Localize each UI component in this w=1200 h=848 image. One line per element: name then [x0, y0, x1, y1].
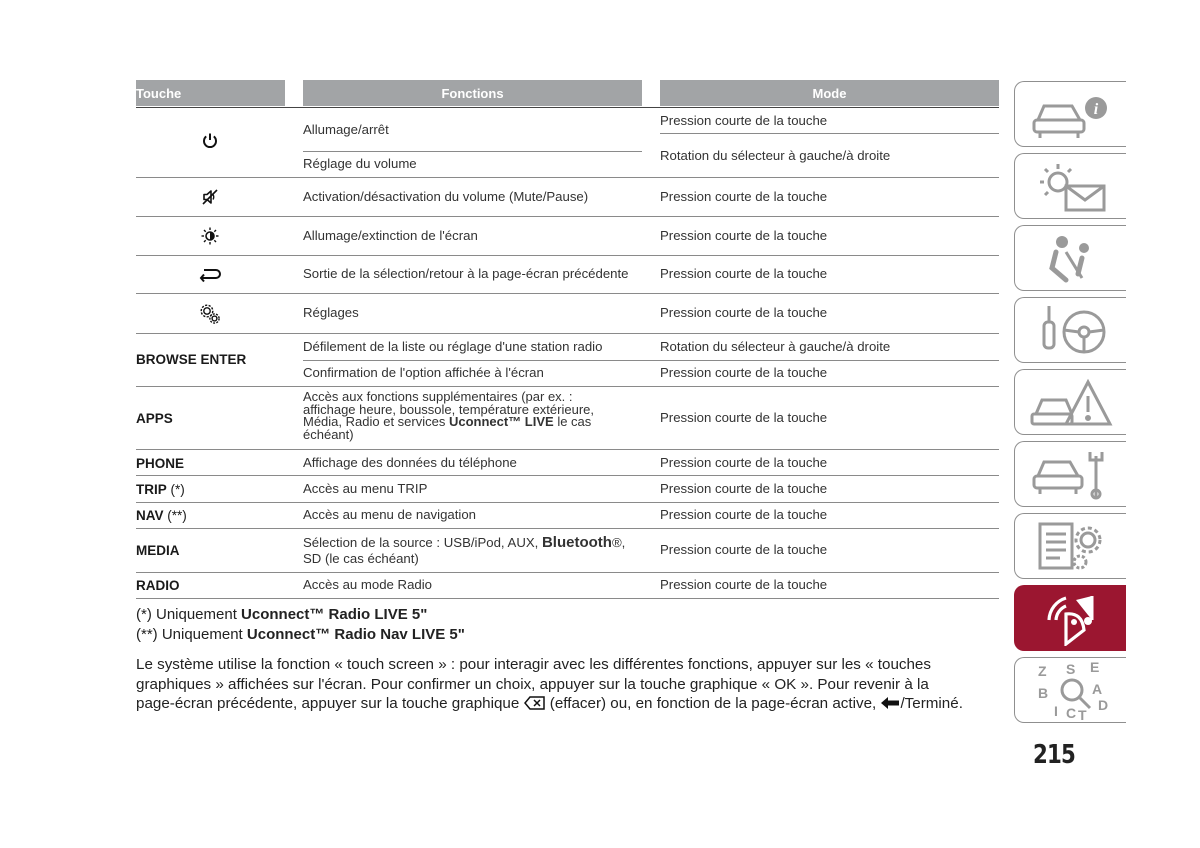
- table-cell-function: [303, 535, 625, 567]
- table-cell-mode: Pression courte de la touche: [660, 455, 828, 470]
- column-header-key: Touche: [136, 80, 285, 106]
- power-icon: [197, 130, 223, 152]
- column-header-function: Fonctions: [303, 80, 642, 106]
- svg-text:i: i: [1093, 101, 1098, 118]
- svg-text:A: A: [1091, 681, 1102, 697]
- tab-multimedia[interactable]: [1014, 585, 1126, 651]
- table-cell-mode: Pression courte de la touche: [660, 507, 828, 522]
- left-arrow-icon: [880, 696, 900, 716]
- subrow-rule: [303, 151, 642, 152]
- screen-brightness-icon: [197, 225, 223, 247]
- bluetooth-label: Bluetooth: [541, 534, 612, 551]
- table-cell-mode: Pression courte de la touche: [660, 365, 828, 380]
- table-cell-function: Sortie de la sélection/retour à la page-écran précédente: [303, 266, 629, 281]
- emergency-triangle-icon: [1026, 374, 1116, 430]
- key-nav-note: (**): [163, 508, 187, 523]
- uconnect-live-label: Uconnect™ LIVE: [448, 414, 554, 429]
- page-number: 215: [1033, 740, 1076, 770]
- row-rule: [136, 293, 999, 294]
- table-cell-function: Affichage des données du téléphone: [303, 455, 517, 470]
- tab-warning-lights[interactable]: [1014, 153, 1126, 219]
- row-rule: [136, 572, 999, 573]
- table-cell-function: Accès au menu de navigation: [303, 507, 477, 522]
- table-cell-mode: Pression courte de la touche: [660, 189, 828, 204]
- table-cell-mode: Pression courte de la touche: [660, 113, 828, 128]
- apps-function-line: affichage heure, boussole, température extérieure,: [303, 401, 594, 417]
- table-cell-mode: Pression courte de la touche: [660, 577, 828, 592]
- tab-maintenance[interactable]: [1014, 441, 1126, 507]
- table-cell-mode: Pression courte de la touche: [660, 266, 828, 281]
- svg-text:C: C: [1065, 705, 1076, 720]
- settings-gears-icon: [197, 303, 223, 325]
- table-cell-mode: Pression courte de la touche: [660, 410, 828, 425]
- row-rule: [136, 598, 999, 599]
- row-rule: [136, 475, 999, 476]
- safety-airbag-icon: [1026, 230, 1116, 286]
- back-arrow-icon: [197, 264, 223, 286]
- key-trip: [136, 482, 185, 497]
- table-cell-mode: Pression courte de la touche: [660, 305, 828, 320]
- footnote: [136, 606, 427, 623]
- paragraph-text: (effacer) ou, en fonction de la page-écran active,: [545, 695, 881, 712]
- media-function-line: SD (le cas échéant): [303, 551, 419, 566]
- footnote-product: Uconnect™ Radio Nav LIVE 5": [246, 626, 465, 643]
- table-cell-function: Allumage/extinction de l'écran: [303, 228, 478, 243]
- column-header-mode: Mode: [660, 80, 999, 106]
- svg-text:D: D: [1097, 697, 1108, 713]
- key-apps: APPS: [136, 411, 173, 426]
- key-trip-note: (*): [166, 482, 185, 497]
- car-maintenance-icon: [1026, 446, 1116, 502]
- svg-text:S: S: [1065, 661, 1075, 677]
- key-steering-wheel-icon: [1026, 302, 1116, 358]
- footnote-prefix: (*) Uniquement: [136, 606, 242, 623]
- warning-lights-message-icon: [1026, 158, 1116, 214]
- table-cell-function: Réglages: [303, 305, 359, 320]
- table-cell-function: Activation/désactivation du volume (Mute/Pause): [303, 189, 589, 204]
- technical-data-icon: [1026, 518, 1116, 574]
- paragraph-line: Le système utilise la fonction « touch screen » : pour interagir avec les différentes fonctions, appuyer sur les « touches: [136, 656, 931, 673]
- table-cell-function: Défilement de la liste ou réglage d'une station radio: [303, 339, 603, 354]
- table-cell-function: Accès au menu TRIP: [303, 481, 428, 496]
- row-rule: [136, 333, 999, 334]
- svg-text:I: I: [1053, 703, 1058, 719]
- apps-function-line: le cas: [553, 414, 592, 429]
- table-cell-function: Allumage/arrêt: [303, 122, 389, 137]
- paragraph-line: [136, 694, 996, 716]
- apps-function-line: échéant): [303, 426, 354, 442]
- key-radio: RADIO: [136, 578, 180, 593]
- subrow-rule: [303, 360, 999, 361]
- row-rule: [136, 177, 999, 178]
- tab-car-info[interactable]: [1014, 81, 1126, 147]
- tab-safety[interactable]: [1014, 225, 1126, 291]
- header-rule: [136, 107, 999, 108]
- svg-text:T: T: [1077, 707, 1087, 720]
- row-rule: [136, 528, 999, 529]
- tab-technical-data[interactable]: [1014, 513, 1126, 579]
- multimedia-icon: [1026, 590, 1116, 646]
- subrow-rule: [660, 133, 999, 134]
- erase-key-icon: [524, 696, 546, 716]
- key-browse-enter: BROWSE ENTER: [136, 352, 247, 367]
- apps-function-line: Média, Radio et services: [303, 414, 449, 429]
- key-nav-label: NAV: [136, 508, 164, 523]
- mute-icon: [197, 186, 223, 208]
- table-cell-function: [303, 391, 594, 441]
- key-media: MEDIA: [136, 543, 180, 558]
- key-nav: [136, 508, 187, 523]
- footnote-product: Uconnect™ Radio LIVE 5": [241, 606, 428, 623]
- key-trip-label: TRIP: [136, 482, 167, 497]
- key-phone: PHONE: [136, 456, 185, 471]
- table-cell-mode: Pression courte de la touche: [660, 228, 828, 243]
- table-cell-mode: Pression courte de la touche: [660, 481, 828, 496]
- table-cell-mode: Rotation du sélecteur à gauche/à droite: [660, 339, 891, 354]
- media-function-line: Sélection de la source : USB/iPod, AUX,: [303, 535, 542, 550]
- table-cell-function: Réglage du volume: [303, 156, 417, 171]
- tab-index[interactable]: [1014, 657, 1126, 723]
- tab-emergency[interactable]: [1014, 369, 1126, 435]
- paragraph-text: page-écran précédente, appuyer sur la touche graphique: [136, 695, 524, 712]
- row-rule: [136, 449, 999, 450]
- paragraph-text: /Terminé.: [900, 695, 963, 712]
- row-rule: [136, 502, 999, 503]
- svg-text:E: E: [1089, 660, 1099, 675]
- row-rule: [136, 255, 999, 256]
- table-cell-function: Confirmation de l'option affichée à l'écran: [303, 365, 544, 380]
- apps-function-line: Accès aux fonctions supplémentaires (par ex. :: [303, 389, 573, 404]
- row-rule: [136, 386, 999, 387]
- table-cell-function: Accès au mode Radio: [303, 577, 433, 592]
- footnote: [136, 626, 465, 643]
- row-rule: [136, 216, 999, 217]
- paragraph-line: graphiques » affichées sur l'écran. Pour confirmer un choix, appuyer sur la touche graphique « OK ». Pour revenir à la: [136, 675, 929, 693]
- footnote-prefix: (**) Uniquement: [136, 626, 247, 643]
- table-cell-mode: Pression courte de la touche: [660, 542, 828, 557]
- table-cell-mode: Rotation du sélecteur à gauche/à droite: [660, 148, 891, 163]
- svg-text:B: B: [1037, 685, 1048, 701]
- svg-text:Z: Z: [1037, 663, 1047, 679]
- body-paragraph: [136, 655, 996, 716]
- tab-start-driving[interactable]: [1014, 297, 1126, 363]
- alphabetical-index-icon: [1026, 660, 1116, 720]
- car-info-icon: [1026, 86, 1116, 142]
- media-function-line: ®,: [611, 535, 626, 550]
